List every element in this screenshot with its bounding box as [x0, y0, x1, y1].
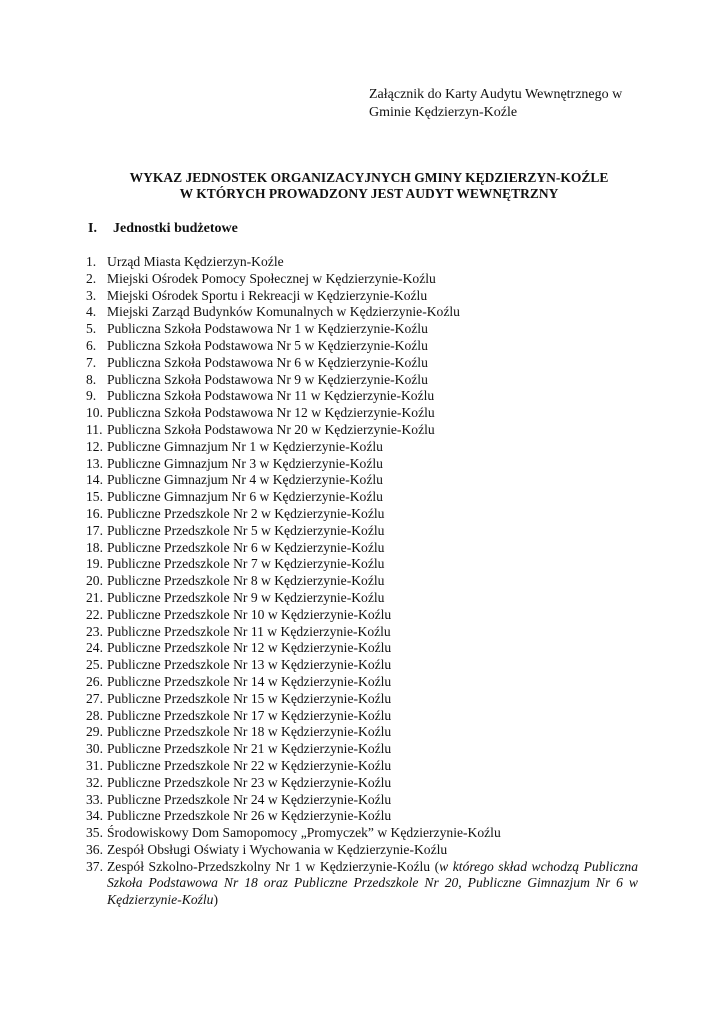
list-item: [86, 556, 638, 573]
list-item: [86, 758, 638, 775]
list-item-text: Publiczna Szkoła Podstawowa Nr 5 w Kędzierzynie-Koźlu: [107, 337, 428, 353]
list-item-text: Publiczne Gimnazjum Nr 3 w Kędzierzynie-Koźlu: [107, 455, 383, 471]
list-item-text: Publiczne Gimnazjum Nr 1 w Kędzierzynie-Koźlu: [107, 438, 383, 454]
list-item-text: Publiczne Przedszkole Nr 11 w Kędzierzynie-Koźlu: [107, 623, 391, 639]
list-item: [86, 288, 638, 305]
list-item-text: Publiczna Szkoła Podstawowa Nr 9 w Kędzierzynie-Koźlu: [107, 371, 428, 387]
list-item-text: Miejski Ośrodek Sportu i Rekreacji w Kędzierzynie-Koźlu: [107, 287, 428, 303]
list-item-number: 8.: [86, 371, 97, 387]
list-item: [86, 321, 638, 338]
list-item: [86, 859, 638, 909]
list-item: [86, 456, 638, 473]
list-item: [86, 640, 638, 657]
list-item-number: 32.: [86, 774, 103, 790]
list-item-text: Publiczne Przedszkole Nr 8 w Kędzierzynie-Koźlu: [107, 573, 385, 589]
list-item-number: 23.: [86, 623, 103, 639]
list-item-number: 6.: [86, 337, 97, 353]
list-item-number: 22.: [86, 606, 103, 622]
list-item-text: Publiczne Przedszkole Nr 15 w Kędzierzynie-Koźlu: [107, 690, 392, 706]
list-item: [86, 372, 638, 389]
list-item-text: Publiczna Szkoła Podstawowa Nr 11 w Kędzierzynie-Koźlu: [107, 388, 435, 404]
list-item: [86, 271, 638, 288]
attachment-note: [369, 86, 622, 122]
list-item: [86, 540, 638, 557]
list-item-number: 4.: [86, 304, 97, 320]
list-item-text: Publiczne Przedszkole Nr 17 w Kędzierzynie-Koźlu: [107, 707, 392, 723]
list-item-number: 34.: [86, 808, 103, 824]
list-item-text: Urząd Miasta Kędzierzyn-Koźle: [107, 254, 284, 269]
list-item-text: Publiczna Szkoła Podstawowa Nr 1 w Kędzierzynie-Koźlu: [107, 321, 428, 337]
list-item-number: 36.: [86, 841, 103, 857]
document-title-line-2: W KTÓRYCH PROWADZONY JEST AUDYT WEWNĘTRZNY: [179, 186, 559, 201]
list-item: [86, 472, 638, 489]
list-item-text: Publiczne Przedszkole Nr 18 w Kędzierzynie-Koźlu: [107, 724, 392, 740]
list-item: [86, 624, 638, 641]
list-item-number: 30.: [86, 741, 103, 757]
list-item: [86, 573, 638, 590]
list-item: [86, 405, 638, 422]
list-item-text-main: Zespół Szkolno-Przedszkolny Nr 1 w Kędzierzynie-Koźlu (: [107, 858, 440, 874]
list-item-number: 13.: [86, 455, 103, 471]
list-item: [86, 439, 638, 456]
list-item: [86, 724, 638, 741]
document-title: [88, 170, 650, 202]
list-item: [86, 489, 638, 506]
list-item-text: Publiczne Przedszkole Nr 13 w Kędzierzynie-Koźlu: [107, 657, 392, 673]
list-item: [86, 304, 638, 321]
list-item-number: 27.: [86, 690, 103, 706]
list-item-number: 14.: [86, 472, 103, 488]
list-item-number: 25.: [86, 657, 103, 673]
section-heading: [88, 220, 238, 238]
list-item: [86, 775, 638, 792]
list-item-text: Publiczne Przedszkole Nr 12 w Kędzierzynie-Koźlu: [107, 640, 392, 656]
list-item: [86, 708, 638, 725]
list-item: [86, 792, 638, 809]
list-item-text: Publiczne Gimnazjum Nr 4 w Kędzierzynie-Koźlu: [107, 472, 383, 488]
list-item-text: Publiczne Przedszkole Nr 21 w Kędzierzynie-Koźlu: [107, 741, 392, 757]
list-item-text: [107, 859, 638, 909]
list-item-text: Miejski Ośrodek Pomocy Społecznej w Kędzierzynie-Koźlu: [107, 270, 436, 286]
list-item-text: Zespół Obsługi Oświaty i Wychowania w Kędzierzynie-Koźlu: [107, 841, 448, 857]
list-item-text: Publiczne Przedszkole Nr 22 w Kędzierzynie-Koźlu: [107, 757, 392, 773]
unit-list: [86, 254, 638, 909]
list-item-number: 24.: [86, 640, 103, 656]
list-item-number: 28.: [86, 707, 103, 723]
list-item-text: Publiczne Przedszkole Nr 24 w Kędzierzynie-Koźlu: [107, 791, 392, 807]
list-item: [86, 523, 638, 540]
section-title: Jednostki budżetowe: [113, 221, 238, 236]
list-item: [86, 422, 638, 439]
list-item-number: 12.: [86, 438, 103, 454]
list-item: [86, 388, 638, 405]
list-item: [86, 808, 638, 825]
list-item-number: 18.: [86, 539, 103, 555]
attachment-note-line-1: Załącznik do Karty Audytu Wewnętrznego w: [369, 87, 623, 102]
list-item-number: 15.: [86, 489, 103, 505]
list-item-number: 35.: [86, 825, 103, 841]
list-item: [86, 842, 638, 859]
list-item-number: 16.: [86, 505, 103, 521]
list-item-text: Miejski Zarząd Budynków Komunalnych w Kędzierzynie-Koźlu: [107, 304, 460, 320]
list-item-text: Środowiskowy Dom Samopomocy „Promyczek” w Kędzierzynie-Koźlu: [107, 825, 501, 841]
list-item-number: 17.: [86, 522, 103, 538]
list-item-text: Publiczne Gimnazjum Nr 6 w Kędzierzynie-Koźlu: [107, 489, 383, 505]
list-item-text: Publiczne Przedszkole Nr 7 w Kędzierzynie-Koźlu: [107, 556, 385, 572]
list-item-text-end: ): [213, 892, 219, 908]
list-item: [86, 506, 638, 523]
list-item-number: 3.: [86, 287, 97, 303]
list-item-number: 2.: [86, 270, 97, 286]
list-item-number: 19.: [86, 556, 103, 572]
list-item-number: 21.: [86, 589, 103, 605]
list-item-number: 7.: [86, 354, 97, 370]
list-item-number: 1.: [86, 254, 97, 269]
list-item-text: Publiczne Przedszkole Nr 10 w Kędzierzynie-Koźlu: [107, 606, 392, 622]
list-item: [86, 338, 638, 355]
list-item-text: Publiczne Przedszkole Nr 26 w Kędzierzynie-Koźlu: [107, 808, 392, 824]
list-item-number: 26.: [86, 673, 103, 689]
list-item-number: 31.: [86, 757, 103, 773]
list-item-number: 33.: [86, 791, 103, 807]
list-item-text: Publiczne Przedszkole Nr 5 w Kędzierzynie-Koźlu: [107, 522, 385, 538]
list-item-text: Publiczna Szkoła Podstawowa Nr 12 w Kędzierzynie-Koźlu: [107, 405, 435, 421]
list-item: [86, 607, 638, 624]
list-item-text: Publiczna Szkoła Podstawowa Nr 20 w Kędzierzynie-Koźlu: [107, 421, 435, 437]
list-item-number: 20.: [86, 573, 103, 589]
list-item-text: Publiczna Szkoła Podstawowa Nr 6 w Kędzierzynie-Koźlu: [107, 354, 428, 370]
list-item-text: Publiczne Przedszkole Nr 23 w Kędzierzynie-Koźlu: [107, 774, 392, 790]
document-title-line-1: WYKAZ JEDNOSTEK ORGANIZACYJNYCH GMINY KĘDZIERZYN-KOŹLE: [129, 170, 609, 185]
list-item-text: Publiczne Przedszkole Nr 14 w Kędzierzynie-Koźlu: [107, 673, 392, 689]
list-item-number: 5.: [86, 321, 97, 337]
list-item-number: 10.: [86, 405, 103, 421]
list-item: [86, 657, 638, 674]
list-item: [86, 741, 638, 758]
list-item: [86, 590, 638, 607]
attachment-note-line-2: Gminie Kędzierzyn-Koźle: [369, 105, 518, 120]
list-item: [86, 674, 638, 691]
list-item: [86, 254, 638, 271]
list-item-text: Publiczne Przedszkole Nr 9 w Kędzierzynie-Koźlu: [107, 589, 385, 605]
list-item-text: Publiczne Przedszkole Nr 6 w Kędzierzynie-Koźlu: [107, 539, 385, 555]
section-number: I.: [88, 221, 97, 236]
list-item: [86, 691, 638, 708]
list-item-text-italic: w którego skład wchodzą Publiczna Szkoła Podstawowa Nr 18 oraz Publiczne Przedszkole Nr 20, Publiczne Gimnazjum Nr 6 w Kędzierzynie-Koźlu: [107, 858, 638, 908]
list-item-number: 9.: [86, 388, 97, 404]
list-item-text: Publiczne Przedszkole Nr 2 w Kędzierzynie-Koźlu: [107, 505, 385, 521]
list-item: [86, 825, 638, 842]
list-item: [86, 355, 638, 372]
list-item-number: 37.: [86, 858, 103, 874]
list-item-number: 11.: [86, 421, 103, 437]
list-item-number: 29.: [86, 724, 103, 740]
